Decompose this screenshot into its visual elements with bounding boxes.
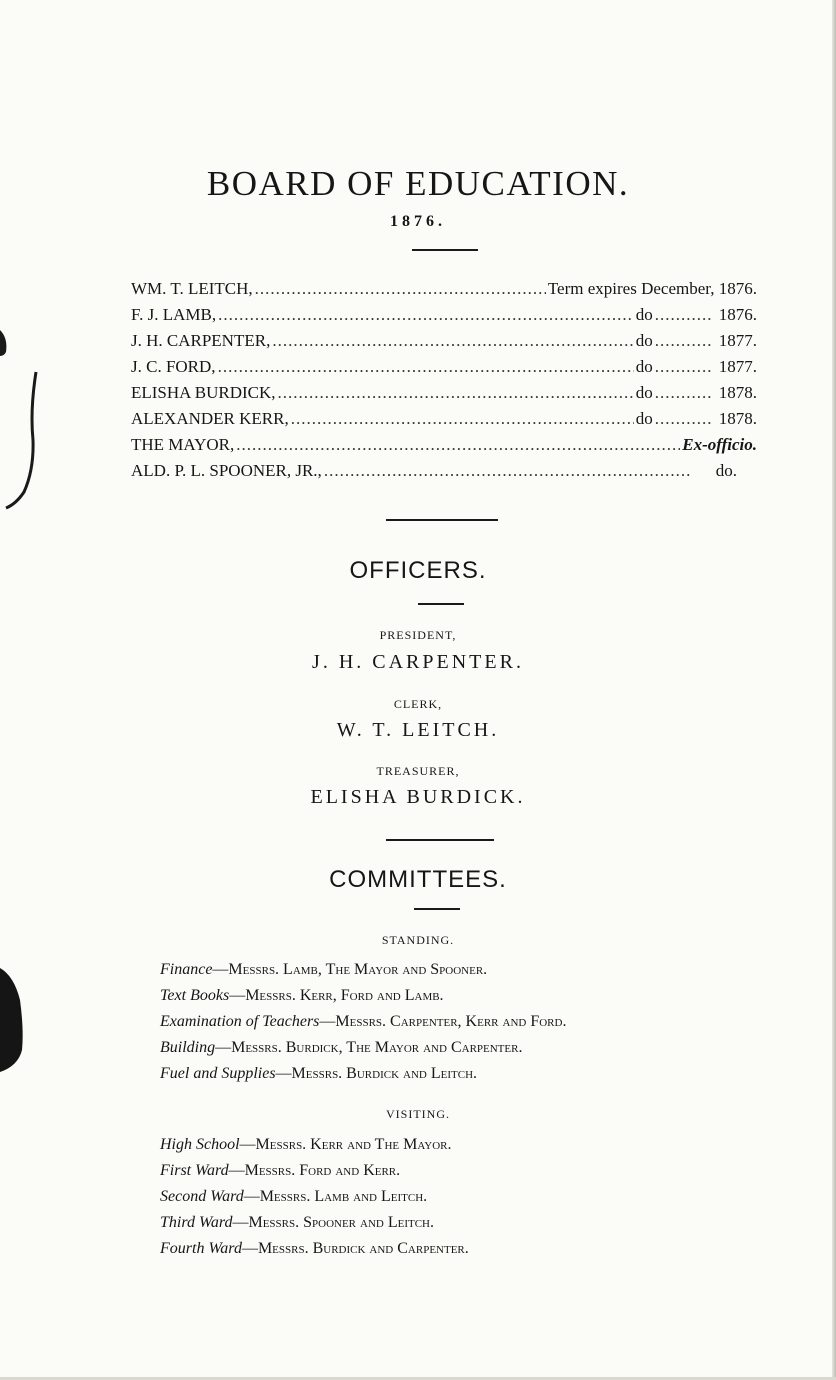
- committee-members: —Messrs. Burdick, The Mayor and Carpenter.: [215, 1039, 523, 1056]
- visiting-label: VISITING.: [386, 1107, 450, 1121]
- committee-name: First Ward: [160, 1162, 229, 1179]
- committee-name: Fourth Ward: [160, 1240, 242, 1257]
- member-row: [131, 380, 757, 406]
- committee-item: [160, 1035, 800, 1061]
- member-name: J. H. CARPENTER,: [131, 331, 271, 350]
- member-name: J. C. FORD,: [131, 357, 216, 376]
- member-year: 1878.: [718, 409, 757, 428]
- member-row: [131, 406, 757, 432]
- title-rule: [412, 249, 478, 251]
- member-term: do: [635, 305, 653, 324]
- committee-name: Finance: [160, 961, 213, 978]
- committee-name: Building: [160, 1039, 216, 1056]
- president-label: PRESIDENT,: [379, 628, 457, 642]
- member-row: [131, 328, 757, 354]
- member-name: THE MAYOR,: [131, 435, 235, 454]
- committee-members: —Messrs. Carpenter, Kerr and Ford.: [319, 1013, 567, 1030]
- committee-members: —Messrs. Lamb and Leitch.: [243, 1188, 428, 1205]
- member-year: do.: [715, 461, 737, 480]
- treasurer-label: TREASURER,: [376, 764, 460, 778]
- member-row: [131, 302, 757, 328]
- committee-item: [160, 1236, 800, 1262]
- member-year: 1877.: [718, 357, 757, 376]
- member-name: WM. T. LEITCH,: [131, 279, 253, 298]
- committee-item: [160, 1132, 800, 1158]
- members-list: [131, 276, 757, 484]
- member-year: Ex-officio.: [682, 435, 757, 454]
- member-name: ALD. P. L. SPOONER, JR.,: [131, 461, 322, 480]
- member-term: do: [635, 409, 653, 428]
- committee-item: [160, 1158, 800, 1184]
- member-row: [131, 432, 757, 458]
- officers-rule: [418, 603, 464, 605]
- visiting-committees: [160, 1132, 800, 1262]
- committee-name: Text Books: [160, 987, 230, 1004]
- committee-item: [160, 957, 800, 983]
- committee-item: [160, 983, 800, 1009]
- member-name: ELISHA BURDICK,: [131, 383, 276, 402]
- committee-name: Second Ward: [160, 1188, 244, 1205]
- committee-members: —Messrs. Burdick and Leitch.: [275, 1065, 478, 1082]
- committee-members: —Messrs. Spooner and Leitch.: [232, 1214, 434, 1231]
- committee-item: [160, 1061, 800, 1087]
- page-title: BOARD OF EDUCATION.: [206, 164, 630, 203]
- committee-name: Fuel and Supplies: [160, 1065, 276, 1082]
- committee-members: —Messrs. Lamb, The Mayor and Spooner.: [212, 961, 488, 978]
- binding-mark: [0, 0, 60, 1380]
- member-year: 1876.: [718, 279, 757, 298]
- committees-heading: COMMITTEES.: [329, 866, 507, 893]
- page-edge-right: [832, 0, 836, 1380]
- member-term: Term expires December,: [547, 279, 715, 298]
- member-name: F. J. LAMB,: [131, 305, 217, 324]
- committee-name: High School: [160, 1136, 240, 1153]
- clerk-label: CLERK,: [393, 697, 443, 711]
- member-row: [131, 458, 757, 484]
- member-year: 1876.: [718, 305, 757, 324]
- member-row: [131, 276, 757, 302]
- committee-members: —Messrs. Burdick and Carpenter.: [241, 1240, 469, 1257]
- clerk-name: W. T. LEITCH.: [336, 719, 500, 741]
- section-rule: [386, 839, 494, 841]
- member-name: ALEXANDER KERR,: [131, 409, 289, 428]
- committee-members: —Messrs. Kerr, Ford and Lamb.: [229, 987, 444, 1004]
- officers-heading: OFFICERS.: [349, 557, 487, 584]
- committee-members: —Messrs. Ford and Kerr.: [228, 1162, 401, 1179]
- member-year: 1878.: [718, 383, 757, 402]
- section-rule: [386, 519, 498, 521]
- committee-name: Third Ward: [160, 1214, 233, 1231]
- member-row: [131, 354, 757, 380]
- treasurer-name: ELISHA BURDICK.: [310, 786, 526, 808]
- committees-rule: [414, 908, 460, 910]
- standing-committees: [160, 957, 800, 1087]
- member-term: do: [635, 357, 653, 376]
- committee-item: [160, 1210, 800, 1236]
- president-name: J. H. CARPENTER.: [312, 651, 524, 673]
- committee-item: [160, 1184, 800, 1210]
- year-label: 1876.: [390, 213, 446, 230]
- committee-item: [160, 1009, 800, 1035]
- member-year: 1877.: [718, 331, 757, 350]
- standing-label: STANDING.: [381, 933, 455, 947]
- committee-name: Examination of Teachers: [160, 1013, 320, 1030]
- member-term: do: [635, 331, 653, 350]
- member-term: do: [635, 383, 653, 402]
- committee-members: —Messrs. Kerr and The Mayor.: [239, 1136, 452, 1153]
